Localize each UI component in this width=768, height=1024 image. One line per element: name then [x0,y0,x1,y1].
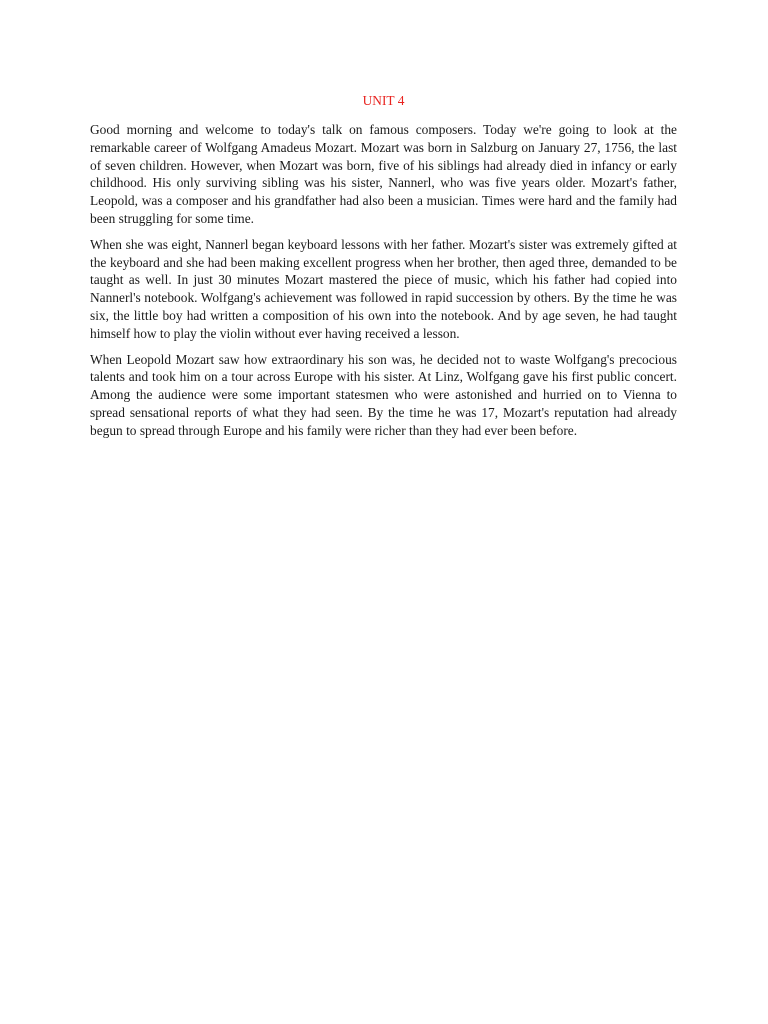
paragraph-1: Good morning and welcome to today's talk on famous composers. Today we're going to look at the remarkable career of Wolfgang Amadeus Mozart. Mozart was born in Salzburg on January 27, 1756, the last of seven children. However, when Mozart was born, five of his siblings had already died in infancy or early childhood. His only surviving sibling was his sister, Nannerl, who was five years older. Mozart's father, Leopold, was a composer and his grandfather had also been a musician. Times were hard and the family had been struggling for some time. [90,122,677,226]
unit-title: UNIT 4 [362,93,405,108]
paragraph-2: When she was eight, Nannerl began keyboard lessons with her father. Mozart's sister was extremely gifted at the keyboard and she had been making excellent progress when her brother, then aged three, demanded to be taught as well. In just 30 minutes Mozart mastered the piece of music, which his father had copied into Nannerl's notebook. Wolfgang's achievement was followed in rapid succession by others. By the time he was six, the little boy had written a composition of his own into the notebook. And by age seven, he had taught himself how to play the violin without ever having received a lesson. [90,236,677,341]
paragraph-3: When Leopold Mozart saw how extraordinary his son was, he decided not to waste Wolfgang's precocious talents and took him on a tour across Europe with his sister. At Linz, Wolfgang gave his first public concert. Among the audience were some important statesmen who were astonished and hurried on to Vienna to spread sensational reports of what they had seen. By the time he was 17, Mozart's reputation had already begun to spread through Europe and his family were richer than they had ever been before. [90,351,677,438]
document-content [90,92,677,448]
